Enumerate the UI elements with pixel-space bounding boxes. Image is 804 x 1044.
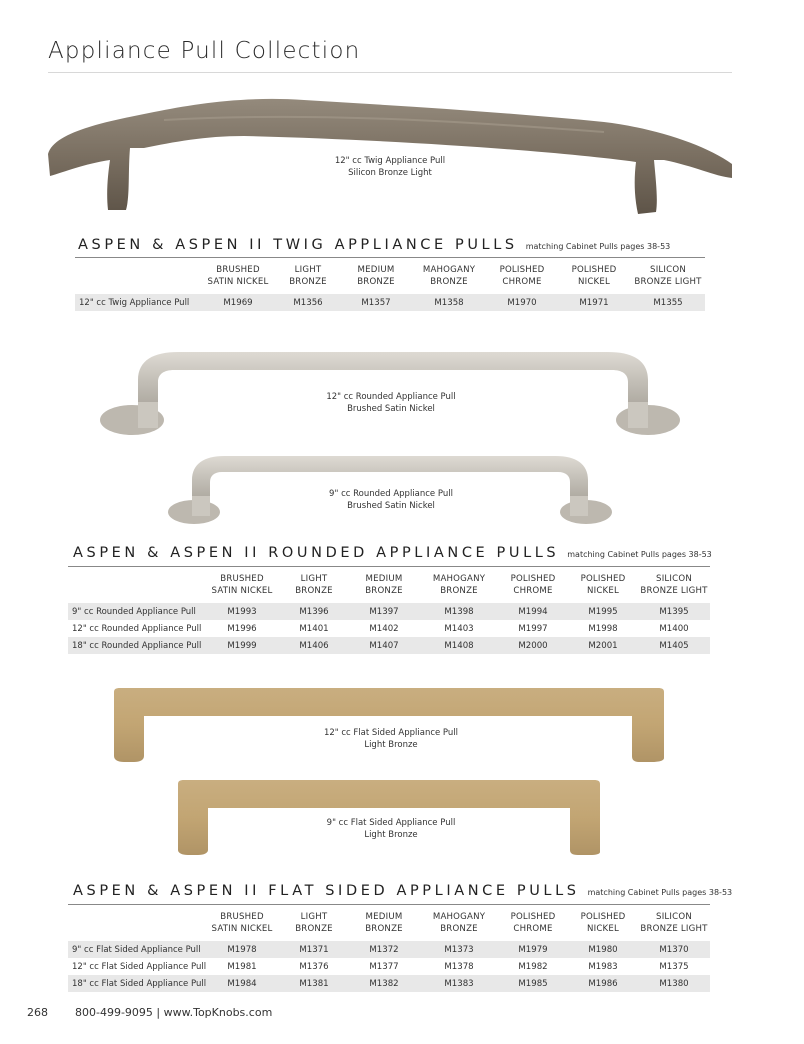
column-header-line: LIGHT [300,912,328,922]
product-code: M1401 [299,623,329,634]
flat-12in-caption [271,727,511,751]
column-header-line: SILICON [650,265,686,275]
section-title: ASPEN & ASPEN II ROUNDED APPLIANCE PULLS [73,545,560,561]
product-code: M1969 [223,297,253,308]
column-header-line: BRUSHED [216,265,260,275]
section-note: matching Cabinet Pulls pages 38-53 [587,888,733,897]
row-label: 12" cc Rounded Appliance Pull [72,623,202,634]
column-header-line: POLISHED [571,265,617,275]
column-header-line: BRONZE LIGHT [640,924,708,934]
twig-finish-table [75,264,705,311]
column-header-line: BRONZE LIGHT [640,586,708,596]
table-header [68,911,710,941]
column-header [498,573,568,603]
column-header [411,264,487,294]
column-header-line: BRONZE [357,277,395,287]
caption-line: Light Bronze [364,740,418,750]
product-code: M1380 [659,978,689,989]
twig-section-header [78,237,670,253]
column-header-line: CHROME [513,924,553,934]
product-code: M1355 [653,297,683,308]
product-code: M2001 [588,640,618,651]
column-header [280,911,348,941]
product-code: M1979 [518,944,548,955]
table-row [68,941,710,958]
product-code: M1981 [227,961,257,972]
caption-line: 12" cc Twig Appliance Pull [334,156,446,166]
table-row [75,294,705,311]
product-code: M1372 [369,944,399,955]
column-header-line: MAHOGANY [432,574,486,584]
column-header [420,911,498,941]
section-note: matching Cabinet Pulls pages 38-53 [525,242,671,251]
column-header [204,911,280,941]
column-header-line: POLISHED [580,574,626,584]
contact-info: 800-499-9095 | www.TopKnobs.com [75,1006,273,1019]
column-header-line: SATIN NICKEL [211,586,273,596]
flat-9in-caption [271,817,511,841]
product-code: M2000 [518,640,548,651]
product-code: M1373 [444,944,474,955]
product-code: M1997 [518,623,548,634]
column-header-line: LIGHT [294,265,322,275]
page-title: Appliance Pull Collection [48,38,361,64]
product-code: M1983 [588,961,618,972]
column-header-line: MEDIUM [365,912,403,922]
column-header-line: NICKEL [586,586,620,596]
column-header-line: NICKEL [586,924,620,934]
product-code: M1396 [299,606,329,617]
product-code: M1377 [369,961,399,972]
product-code: M1371 [299,944,329,955]
column-header-line: BRONZE [365,924,403,934]
column-header-line: BRONZE [440,586,478,596]
column-header [568,573,638,603]
caption-line: Brushed Satin Nickel [347,501,435,511]
product-code: M1395 [659,606,689,617]
section-title: ASPEN & ASPEN II FLAT SIDED APPLIANCE PULLS [73,883,580,899]
caption-line: 12" cc Flat Sided Appliance Pull [323,728,459,738]
product-code: M1995 [588,606,618,617]
column-header-line: MAHOGANY [432,912,486,922]
column-header [568,911,638,941]
flat-sided-finish-table [68,911,710,992]
product-code: M1970 [507,297,537,308]
caption-line: 9" cc Flat Sided Appliance Pull [326,818,456,828]
column-header-line: BRUSHED [220,912,264,922]
product-code: M1356 [293,297,323,308]
product-code: M1986 [588,978,618,989]
column-header-line: POLISHED [580,912,626,922]
product-code: M1998 [588,623,618,634]
product-code: M1403 [444,623,474,634]
product-code: M1397 [369,606,399,617]
column-header-line: BRONZE LIGHT [634,277,702,287]
rounded-9in-caption [271,488,511,512]
product-code: M1994 [518,606,548,617]
product-code: M1400 [659,623,689,634]
product-code: M1402 [369,623,399,634]
row-label: 9" cc Flat Sided Appliance Pull [72,944,201,955]
column-header-line: BRONZE [289,277,327,287]
product-code: M1978 [227,944,257,955]
product-code: M1357 [361,297,391,308]
twig-caption [270,155,510,179]
column-header [201,264,275,294]
column-header-line: CHROME [502,277,542,287]
column-header-line: BRONZE [295,586,333,596]
title-divider [48,72,732,73]
row-label: 18" cc Rounded Appliance Pull [72,640,202,651]
column-header-line: NICKEL [577,277,611,287]
column-header-line: MAHOGANY [422,265,476,275]
product-code: M1993 [227,606,257,617]
column-header [275,264,341,294]
product-code: M1408 [444,640,474,651]
caption-line: 9" cc Rounded Appliance Pull [329,489,453,499]
column-header-line: POLISHED [499,265,545,275]
column-header [557,264,631,294]
product-code: M1971 [579,297,609,308]
flat-section-header [73,883,732,899]
column-header-line: BRONZE [440,924,478,934]
column-header [348,911,420,941]
table-row [68,603,710,620]
table-row [68,958,710,975]
column-header-line: MEDIUM [357,265,395,275]
product-code: M1984 [227,978,257,989]
column-header [204,573,280,603]
product-code: M1381 [299,978,329,989]
product-code: M1407 [369,640,399,651]
column-header [498,911,568,941]
product-code: M1999 [227,640,257,651]
rounded-appliance-pull-12in-image [98,340,684,440]
table-header [68,573,710,603]
column-header [420,573,498,603]
section-divider [75,257,705,258]
row-label: 18" cc Flat Sided Appliance Pull [72,978,207,989]
row-label: 9" cc Rounded Appliance Pull [72,606,196,617]
column-header-line: BRONZE [430,277,468,287]
product-code: M1406 [299,640,329,651]
column-header [341,264,411,294]
column-header-line: BRONZE [295,924,333,934]
column-header [280,573,348,603]
section-divider [68,904,710,905]
product-code: M1980 [588,944,618,955]
column-header-line: SILICON [656,912,692,922]
section-divider [68,566,710,567]
caption-line: Silicon Bronze Light [348,168,432,178]
column-header [348,573,420,603]
table-row [68,975,710,992]
product-code: M1982 [518,961,548,972]
product-code: M1996 [227,623,257,634]
column-header [631,264,705,294]
column-header-line: POLISHED [510,574,556,584]
section-title: ASPEN & ASPEN II TWIG APPLIANCE PULLS [78,237,518,253]
column-header [487,264,557,294]
column-header-line: BRUSHED [220,574,264,584]
table-row [68,637,710,654]
product-code: M1358 [434,297,464,308]
column-header [638,573,710,603]
product-code: M1985 [518,978,548,989]
page-footer [27,1006,272,1019]
rounded-section-header [73,545,712,561]
section-note: matching Cabinet Pulls pages 38-53 [567,550,712,559]
product-code: M1375 [659,961,689,972]
product-code: M1398 [444,606,474,617]
product-code: M1376 [299,961,329,972]
caption-line: Light Bronze [364,830,418,840]
column-header-line: MEDIUM [365,574,403,584]
column-header-line: SATIN NICKEL [211,924,273,934]
caption-line: 12" cc Rounded Appliance Pull [326,392,456,402]
column-header [638,911,710,941]
product-code: M1383 [444,978,474,989]
rounded-12in-caption [271,391,511,415]
product-code: M1382 [369,978,399,989]
column-header-line: SATIN NICKEL [207,277,269,287]
row-label: 12" cc Flat Sided Appliance Pull [72,961,207,972]
column-header-line: BRONZE [365,586,403,596]
column-header-line: SILICON [656,574,692,584]
column-header-line: LIGHT [300,574,328,584]
caption-line: Brushed Satin Nickel [347,404,435,414]
column-header-line: CHROME [513,586,553,596]
product-code: M1370 [659,944,689,955]
rounded-finish-table [68,573,710,654]
product-code: M1378 [444,961,474,972]
column-header-line: POLISHED [510,912,556,922]
page-number: 268 [27,1006,48,1019]
row-label: 12" cc Twig Appliance Pull [79,297,190,308]
table-row [68,620,710,637]
table-header [75,264,705,294]
product-code: M1405 [659,640,689,651]
